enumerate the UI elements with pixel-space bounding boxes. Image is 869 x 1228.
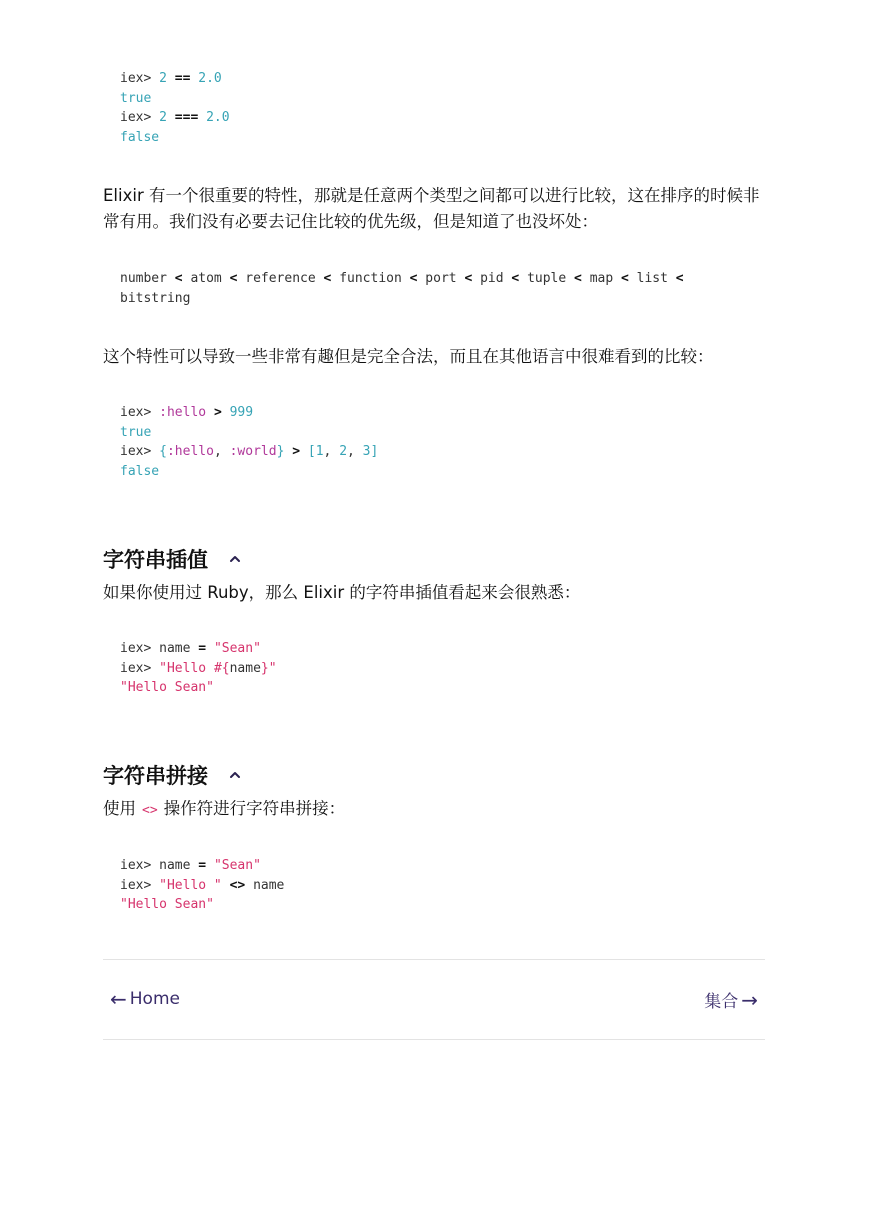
code-token: "Hello Sean" bbox=[120, 680, 214, 696]
code-token: iex> bbox=[120, 641, 152, 656]
code-token: false bbox=[120, 129, 160, 145]
code-block-equality bbox=[120, 69, 230, 147]
divider-top bbox=[103, 959, 765, 960]
code-token: < bbox=[621, 271, 629, 286]
code-token: < bbox=[409, 271, 418, 286]
code-token: false bbox=[120, 463, 160, 479]
prev-page-label: Home bbox=[129, 989, 180, 1009]
code-token: iex> bbox=[120, 660, 152, 676]
code-token: < bbox=[574, 271, 582, 286]
inline-code: <> bbox=[142, 803, 158, 818]
heading-string-interpolation bbox=[103, 544, 242, 574]
code-token: iex> bbox=[120, 877, 152, 893]
code-token: port bbox=[425, 271, 457, 286]
code-token: = bbox=[198, 641, 207, 656]
code-token: 999 bbox=[229, 405, 254, 420]
paragraph-interpolation: 如果你使用过 Ruby，那么 Elixir 的字符串插值看起来会很熟悉： bbox=[103, 583, 581, 602]
code-token: == bbox=[174, 71, 191, 86]
paragraph-concatenation bbox=[103, 796, 765, 824]
arrow-right-icon: → bbox=[741, 987, 758, 1012]
code-token: , bbox=[323, 444, 332, 460]
code-token: iex> bbox=[120, 110, 152, 126]
divider-bottom bbox=[103, 1039, 765, 1040]
paragraph-fun-comparisons: 这个特性可以导致一些非常有趣但是完全合法，而且在其他语言中很难看到的比较： bbox=[103, 347, 714, 366]
code-token: reference bbox=[245, 271, 316, 286]
code-token: < bbox=[511, 271, 520, 286]
code-token: 2 bbox=[159, 110, 167, 126]
code-token: < bbox=[174, 271, 183, 286]
code-token: > bbox=[213, 405, 222, 420]
code-block-type-order bbox=[120, 269, 684, 308]
code-token: :world bbox=[229, 444, 277, 460]
prev-page-link[interactable] bbox=[110, 987, 180, 1011]
code-token: 2 bbox=[159, 71, 167, 86]
code-token: true bbox=[120, 90, 152, 106]
code-token: iex> bbox=[120, 405, 152, 420]
code-token: " bbox=[268, 660, 277, 676]
code-token: true bbox=[120, 424, 152, 440]
paragraph-text: 使用 bbox=[103, 799, 136, 818]
code-token: 2.0 bbox=[206, 110, 230, 126]
code-token: , bbox=[347, 444, 355, 460]
code-token: <> bbox=[229, 877, 246, 893]
code-token: iex> bbox=[120, 71, 152, 86]
code-token: , bbox=[213, 444, 222, 460]
code-token: "Hello bbox=[159, 660, 214, 676]
next-page-label: 集合 bbox=[704, 992, 739, 1012]
code-token: 3 bbox=[362, 444, 371, 460]
code-token: === bbox=[174, 110, 199, 126]
code-token: ] bbox=[370, 444, 379, 460]
code-token: iex> bbox=[120, 858, 152, 873]
code-token: #{ bbox=[213, 660, 230, 676]
code-token: "Hello " bbox=[159, 877, 222, 893]
code-token: > bbox=[292, 444, 301, 460]
code-token: :hello bbox=[159, 405, 207, 420]
code-token: "Hello Sean" bbox=[120, 897, 214, 913]
code-token: iex> bbox=[120, 444, 152, 460]
code-token: 2.0 bbox=[198, 71, 222, 86]
code-token: atom bbox=[190, 271, 222, 286]
code-token: < bbox=[323, 271, 332, 286]
next-page-link[interactable] bbox=[704, 987, 758, 1012]
code-token: { bbox=[159, 444, 167, 460]
code-token: name bbox=[229, 660, 261, 676]
code-token: tuple bbox=[527, 271, 567, 286]
code-token: < bbox=[229, 271, 238, 286]
heading-text: 字符串拼接 bbox=[103, 764, 208, 788]
code-token: name bbox=[253, 877, 285, 893]
code-token: "Sean" bbox=[213, 858, 261, 873]
code-token: list bbox=[636, 271, 668, 286]
code-token: name bbox=[159, 641, 191, 656]
code-token: "Sean" bbox=[213, 641, 261, 656]
code-token: pid bbox=[480, 271, 504, 286]
code-token: 1 bbox=[315, 444, 324, 460]
code-token: :hello bbox=[166, 444, 214, 460]
paragraph-text: 操作符进行字符串拼接： bbox=[163, 799, 346, 818]
paragraph-comparison: Elixir 有一个很重要的特性，那就是任意两个类型之间都可以进行比较，这在排序的时候非常有用。我们没有必要去记住比较的优先级，但是知道了也没坏处： bbox=[103, 186, 760, 231]
code-block-interpolation bbox=[120, 639, 277, 698]
code-token: map bbox=[589, 271, 614, 286]
code-token: < bbox=[464, 271, 473, 286]
code-token: 2 bbox=[339, 444, 348, 460]
chevron-up-icon[interactable] bbox=[228, 768, 242, 782]
code-token: = bbox=[198, 858, 207, 873]
code-block-concatenation bbox=[120, 856, 284, 915]
code-token: [ bbox=[307, 444, 316, 460]
code-token: } bbox=[260, 660, 269, 676]
heading-string-concatenation bbox=[103, 760, 242, 790]
code-token: } bbox=[276, 444, 285, 460]
code-token: number bbox=[120, 271, 167, 286]
code-token: bitstring bbox=[120, 290, 191, 306]
arrow-left-icon: ← bbox=[110, 987, 127, 1011]
code-block-cross-type bbox=[120, 403, 378, 481]
chevron-up-icon[interactable] bbox=[228, 552, 242, 566]
code-token: name bbox=[159, 858, 191, 873]
heading-text: 字符串插值 bbox=[103, 548, 208, 572]
code-token: < bbox=[675, 271, 684, 286]
code-token: function bbox=[339, 271, 402, 286]
